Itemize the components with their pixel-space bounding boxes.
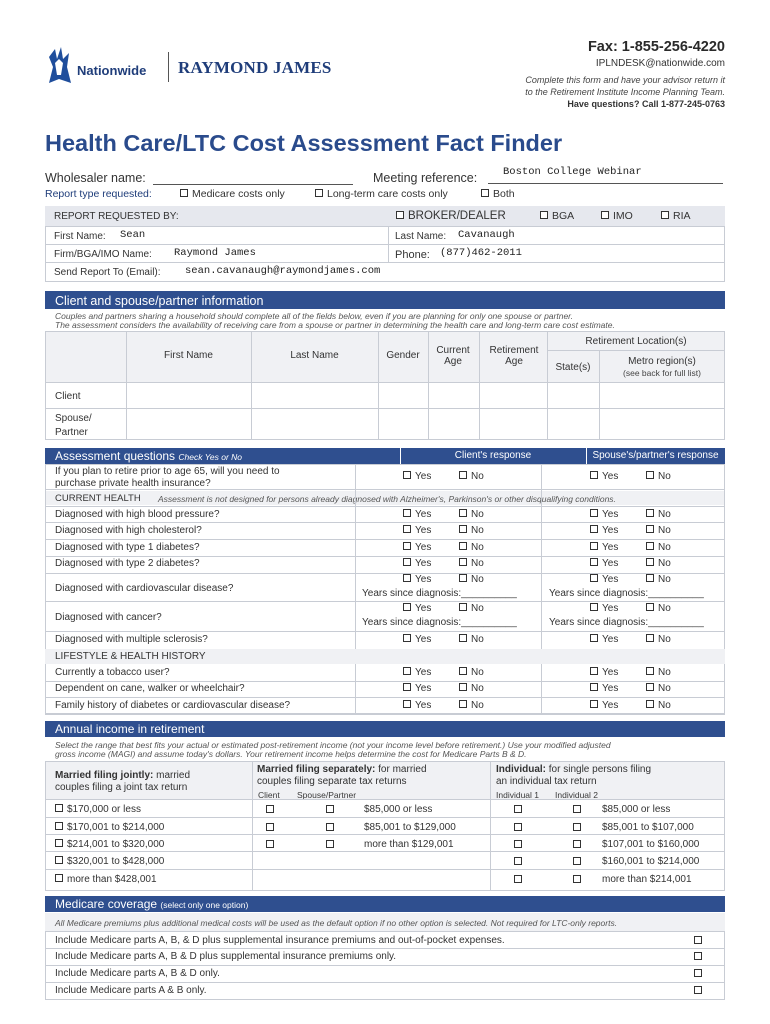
- option-ria[interactable]: [661, 210, 691, 222]
- sep-client-checkbox-icon[interactable]: [266, 805, 274, 813]
- ind-range-label: $160,001 to $214,000: [602, 856, 700, 867]
- income-note-1: Select the range that best fits your actual or estimated post-retirement income (not your income level before retirement.) Use your modified adjusted: [55, 740, 611, 750]
- yes-label: Yes: [602, 683, 619, 694]
- ind-rest: for single persons filing: [548, 764, 652, 775]
- divider: [45, 869, 725, 870]
- divider: [45, 982, 725, 983]
- medicare-option-label: Include Medicare parts A, B & D plus supplemental insurance premiums only.: [55, 951, 397, 962]
- ind-bold: Individual:: [496, 764, 546, 775]
- medicare-option-checkbox-icon[interactable]: [694, 969, 702, 977]
- sep-line2: couples filing separate tax returns: [257, 776, 407, 787]
- no-label: No: [471, 542, 484, 553]
- meeting-label: Meeting reference:: [373, 171, 478, 185]
- question-label: Diagnosed with cardiovascular disease?: [55, 583, 234, 594]
- yes-label: Yes: [602, 471, 619, 482]
- meeting-field[interactable]: Boston College Webinar: [488, 166, 723, 184]
- medicare-option-checkbox-icon[interactable]: [694, 986, 702, 994]
- divider: [45, 817, 725, 818]
- joint-range-label: $170,001 to $214,000: [67, 822, 165, 833]
- divider: [45, 262, 725, 263]
- client-note-2: The assessment considers the availability of receiving care from a spouse or partner in determining the health care and long-term care cost estimate.: [55, 320, 615, 330]
- yes-label: Yes: [602, 509, 619, 520]
- nationwide-wordmark: Nationwide: [77, 63, 147, 78]
- col-metro-region: Metro region(s): [628, 356, 696, 367]
- ind-1-checkbox-icon[interactable]: [514, 875, 522, 883]
- option-label: IMO: [613, 210, 633, 222]
- income-band: [45, 721, 725, 737]
- sep-range-label: $85,001 to $129,000: [364, 822, 456, 833]
- yes-label: Yes: [415, 509, 432, 520]
- ind-range-label: more than $214,001: [602, 874, 692, 885]
- divider: [45, 834, 725, 835]
- yes-label: Yes: [602, 603, 619, 614]
- checkbox-icon[interactable]: [55, 822, 63, 830]
- no-label: No: [658, 667, 671, 678]
- row-spouse: Spouse/ Partner: [55, 413, 92, 438]
- divider: [400, 448, 401, 464]
- firm-label: Firm/BGA/IMO Name:: [54, 249, 152, 260]
- divider: [45, 226, 725, 227]
- lifestyle-label: LIFESTYLE & HEALTH HISTORY: [55, 651, 206, 662]
- years-since-spouse[interactable]: Years since diagnosis:__________: [549, 588, 704, 599]
- divider: [252, 761, 253, 891]
- checkbox-icon[interactable]: [55, 804, 63, 812]
- ind-line2: an individual tax return: [496, 776, 597, 787]
- divider: [45, 244, 725, 245]
- divider: [490, 761, 491, 891]
- option-label: Medicare costs only: [192, 188, 285, 200]
- medicare-option-label: Include Medicare parts A, B, & D plus supplemental insurance premiums and out-of-pocket expenses.: [55, 935, 505, 946]
- no-label: No: [471, 667, 484, 678]
- divider: [126, 331, 127, 440]
- no-label: No: [471, 634, 484, 645]
- divider: [547, 350, 725, 351]
- sep-spouse-checkbox-icon[interactable]: [326, 823, 334, 831]
- ind-1-checkbox-icon[interactable]: [514, 857, 522, 865]
- sep-client-checkbox-icon[interactable]: [266, 823, 274, 831]
- current-health-note: Assessment is not designed for persons already diagnosed with Alzheimer's, Parkinson's or other disqualifying conditions.: [158, 494, 616, 504]
- checkbox-icon[interactable]: [601, 211, 609, 219]
- row-client: Client: [55, 391, 81, 402]
- joint-range-label: $320,001 to $428,000: [67, 856, 165, 867]
- joint-range-option[interactable]: [55, 856, 164, 867]
- yes-label: Yes: [415, 603, 432, 614]
- yes-label: Yes: [602, 700, 619, 711]
- ind-2-checkbox-icon[interactable]: [573, 857, 581, 865]
- no-label: No: [471, 525, 484, 536]
- question-label: Diagnosed with cancer?: [55, 612, 162, 623]
- ind-2-checkbox-icon[interactable]: [573, 840, 581, 848]
- ind-1-label: Individual 1: [496, 790, 540, 800]
- joint-range-option[interactable]: [55, 874, 157, 885]
- report-type-both[interactable]: [481, 188, 515, 200]
- joint-heading: [55, 770, 190, 794]
- divider: [378, 331, 379, 440]
- lifestyle-question-label: Family history of diabetes or cardiovascular disease?: [55, 700, 291, 711]
- raymond-james-logo: RAYMOND JAMES: [178, 58, 332, 77]
- yes-label: Yes: [602, 574, 619, 585]
- no-label: No: [658, 542, 671, 553]
- option-label: Both: [493, 188, 515, 200]
- no-label: No: [658, 558, 671, 569]
- section-title: [55, 449, 242, 463]
- sep-range-label: $85,000 or less: [364, 804, 433, 815]
- divider: [479, 331, 480, 440]
- question-label: Diagnosed with type 1 diabetes?: [55, 542, 200, 553]
- no-label: No: [471, 509, 484, 520]
- form-title: Health Care/LTC Cost Assessment Fact Finder: [45, 130, 563, 156]
- lifestyle-question-label: Dependent on cane, walker or wheelchair?: [55, 683, 245, 694]
- client-response-header: Client's response: [454, 450, 532, 461]
- yes-label: Yes: [602, 634, 619, 645]
- requested-by-label: REPORT REQUESTED BY:: [54, 211, 179, 222]
- questions-phone: Have questions? Call 1-877-245-0763: [567, 99, 725, 109]
- sep-range-label: more than $129,001: [364, 839, 454, 850]
- ind-1-checkbox-icon[interactable]: [514, 840, 522, 848]
- assessment-title: Assessment questions: [55, 449, 176, 463]
- joint-range-option[interactable]: [55, 839, 164, 850]
- no-label: No: [658, 634, 671, 645]
- client-section-band: [45, 291, 725, 309]
- divider: [547, 331, 548, 440]
- question-label: Diagnosed with high blood pressure?: [55, 509, 220, 520]
- sep-spouse-label: Spouse/Partner: [297, 790, 357, 800]
- divider: [251, 331, 252, 440]
- firm-field[interactable]: Raymond James: [174, 247, 256, 259]
- no-label: No: [658, 700, 671, 711]
- ind-2-label: Individual 2: [555, 790, 599, 800]
- report-type-ltc[interactable]: [315, 188, 448, 200]
- years-since-client[interactable]: Years since diagnosis:__________: [362, 617, 517, 628]
- divider: [45, 851, 725, 852]
- no-label: No: [658, 603, 671, 614]
- yes-label: Yes: [415, 667, 432, 678]
- section-title: [55, 897, 248, 911]
- report-type-label: Report type requested:: [45, 188, 152, 200]
- divider: [45, 382, 725, 383]
- joint-range-option[interactable]: [55, 804, 141, 815]
- col-state: State(s): [555, 362, 591, 373]
- sep-bold: Married filing separately:: [257, 764, 376, 775]
- col-current-age: Current Age: [436, 345, 470, 367]
- medicare-band: [45, 896, 725, 912]
- checkbox-icon[interactable]: [180, 189, 188, 197]
- medicare-option-checkbox-icon[interactable]: [694, 936, 702, 944]
- no-label: No: [658, 509, 671, 520]
- yes-label: Yes: [415, 634, 432, 645]
- divider: [45, 799, 725, 800]
- separate-heading: [257, 764, 427, 788]
- checkbox-icon[interactable]: [481, 189, 489, 197]
- assessment-band: [45, 448, 725, 464]
- medicare-option-label: Include Medicare parts A & B only.: [55, 985, 207, 996]
- joint-line2: couples filing a joint tax return: [55, 782, 188, 793]
- divider: [388, 226, 389, 262]
- phone-field[interactable]: (877)462-2011: [440, 247, 522, 259]
- yes-label: Yes: [415, 471, 432, 482]
- col-last-name: Last Name: [290, 350, 339, 361]
- email-label: Send Report To (Email):: [54, 267, 161, 278]
- current-health-label: CURRENT HEALTH: [55, 493, 141, 504]
- checkbox-icon[interactable]: [396, 211, 404, 219]
- checkbox-icon[interactable]: [55, 839, 63, 847]
- yes-label: Yes: [415, 542, 432, 553]
- medicare-option-checkbox-icon[interactable]: [694, 952, 702, 960]
- col-retirement-age: Retirement Age: [489, 345, 539, 367]
- ind-range-label: $85,000 or less: [602, 804, 671, 815]
- checkbox-icon[interactable]: [55, 874, 63, 882]
- assessment-title-note: Check Yes or No: [178, 452, 243, 462]
- medicare-option-label: Include Medicare parts A, B & D only.: [55, 968, 220, 979]
- divider: [45, 948, 725, 949]
- medicare-title: Medicare coverage: [55, 897, 158, 911]
- lifestyle-question-label: Currently a tobacco user?: [55, 667, 170, 678]
- question-label: Diagnosed with multiple sclerosis?: [55, 634, 208, 645]
- phone-label: Phone:: [395, 249, 430, 261]
- option-broker-dealer[interactable]: [396, 210, 506, 222]
- no-label: No: [658, 525, 671, 536]
- yes-label: Yes: [602, 558, 619, 569]
- client-note-1: Couples and partners sharing a household should complete all of the fields below, even if you are planning for only one spouse or partner.: [55, 311, 574, 321]
- sep-spouse-checkbox-icon[interactable]: [326, 805, 334, 813]
- yes-label: Yes: [602, 542, 619, 553]
- assessment-table: [45, 464, 725, 714]
- first-name-field[interactable]: Sean: [120, 229, 146, 241]
- last-name-field[interactable]: Cavanaugh: [458, 229, 515, 241]
- option-label: BROKER/DEALER: [408, 210, 506, 222]
- option-bga[interactable]: [540, 210, 574, 222]
- logo-divider: [168, 52, 169, 82]
- wholesaler-label: Wholesaler name:: [45, 171, 146, 185]
- yes-label: Yes: [415, 525, 432, 536]
- medicare-title-note: (select only one option): [160, 900, 249, 910]
- checkbox-icon[interactable]: [55, 856, 63, 864]
- sep-client-checkbox-icon[interactable]: [266, 840, 274, 848]
- yes-label: Yes: [415, 574, 432, 585]
- instructions-line-1: Complete this form and have your advisor return it: [525, 75, 725, 85]
- divider: [45, 965, 725, 966]
- individual-heading: [496, 764, 651, 788]
- checkbox-icon[interactable]: [315, 189, 323, 197]
- joint-rest: married: [156, 770, 191, 781]
- yes-label: Yes: [602, 667, 619, 678]
- ind-2-checkbox-icon[interactable]: [573, 805, 581, 813]
- yes-label: Yes: [415, 558, 432, 569]
- ind-range-label: $107,001 to $160,000: [602, 839, 700, 850]
- joint-range-label: $170,000 or less: [67, 804, 141, 815]
- col-metro-note: (see back for full list): [623, 368, 701, 378]
- ind-2-checkbox-icon[interactable]: [573, 823, 581, 831]
- checkbox-icon[interactable]: [661, 211, 669, 219]
- joint-range-option[interactable]: [55, 822, 164, 833]
- question-label: Diagnosed with high cholesterol?: [55, 525, 202, 536]
- no-label: No: [471, 574, 484, 585]
- joint-range-label: more than $428,001: [67, 874, 157, 885]
- income-note-2: gross income (MAGI) and assume today's dollars. Your retirement income helps determine the cost for Medicare Parts B & D.: [55, 749, 527, 759]
- eagle-icon: [45, 45, 73, 85]
- checkbox-icon[interactable]: [540, 211, 548, 219]
- section-title: Annual income in retirement: [55, 722, 205, 736]
- sep-client-label: Client: [258, 790, 280, 800]
- sep-spouse-checkbox-icon[interactable]: [326, 840, 334, 848]
- no-label: No: [658, 471, 671, 482]
- ind-range-label: $85,001 to $107,000: [602, 822, 694, 833]
- divider: [45, 714, 725, 715]
- nationwide-logo: [45, 45, 175, 85]
- question-label: Diagnosed with type 2 diabetes?: [55, 558, 200, 569]
- sep-rest: for married: [378, 764, 427, 775]
- no-label: No: [658, 574, 671, 585]
- no-label: No: [471, 700, 484, 711]
- wholesaler-field[interactable]: [153, 170, 353, 185]
- option-label: Long-term care costs only: [327, 188, 448, 200]
- yes-label: Yes: [415, 700, 432, 711]
- no-label: No: [471, 471, 484, 482]
- divider: [45, 408, 725, 409]
- no-label: No: [471, 683, 484, 694]
- col-gender: Gender: [386, 350, 420, 361]
- last-name-label: Last Name:: [395, 231, 447, 242]
- ind-2-checkbox-icon[interactable]: [573, 875, 581, 883]
- yes-label: Yes: [602, 525, 619, 536]
- no-label: No: [471, 603, 484, 614]
- no-label: No: [471, 558, 484, 569]
- option-imo[interactable]: [601, 210, 633, 222]
- years-since-spouse[interactable]: Years since diagnosis:__________: [549, 617, 704, 628]
- divider: [428, 331, 429, 440]
- divider: [586, 448, 587, 464]
- section-title: Client and spouse/partner information: [55, 294, 264, 308]
- col-first-name: First Name: [164, 350, 213, 361]
- fax-number: Fax: 1-855-256-4220: [587, 39, 725, 55]
- ind-1-checkbox-icon[interactable]: [514, 823, 522, 831]
- option-label: BGA: [552, 210, 575, 222]
- option-label: RIA: [673, 210, 691, 222]
- instructions-line-2: to the Retirement Institute Income Planning Team.: [525, 87, 725, 97]
- first-name-label: First Name:: [54, 231, 106, 242]
- yes-label: Yes: [415, 683, 432, 694]
- retire-question: If you plan to retire prior to age 65, will you need to purchase private health insurance?: [55, 466, 280, 489]
- joint-bold: Married filing jointly:: [55, 770, 154, 781]
- spouse-response-header: Spouse's/partner's response: [592, 450, 719, 461]
- report-type-medicare[interactable]: [180, 188, 285, 200]
- no-label: No: [658, 683, 671, 694]
- ind-1-checkbox-icon[interactable]: [514, 805, 522, 813]
- col-retirement-location: Retirement Location(s): [585, 336, 687, 347]
- joint-range-label: $214,001 to $320,000: [67, 839, 165, 850]
- medicare-note: All Medicare premiums plus additional medical costs will be used as the default option if no other option is selected. Not required for LTC-only reports.: [55, 918, 618, 928]
- desk-email[interactable]: IPLNDESK@nationwide.com: [595, 58, 725, 69]
- email-field[interactable]: sean.cavanaugh@raymondjames.com: [185, 265, 381, 277]
- years-since-client[interactable]: Years since diagnosis:__________: [362, 588, 517, 599]
